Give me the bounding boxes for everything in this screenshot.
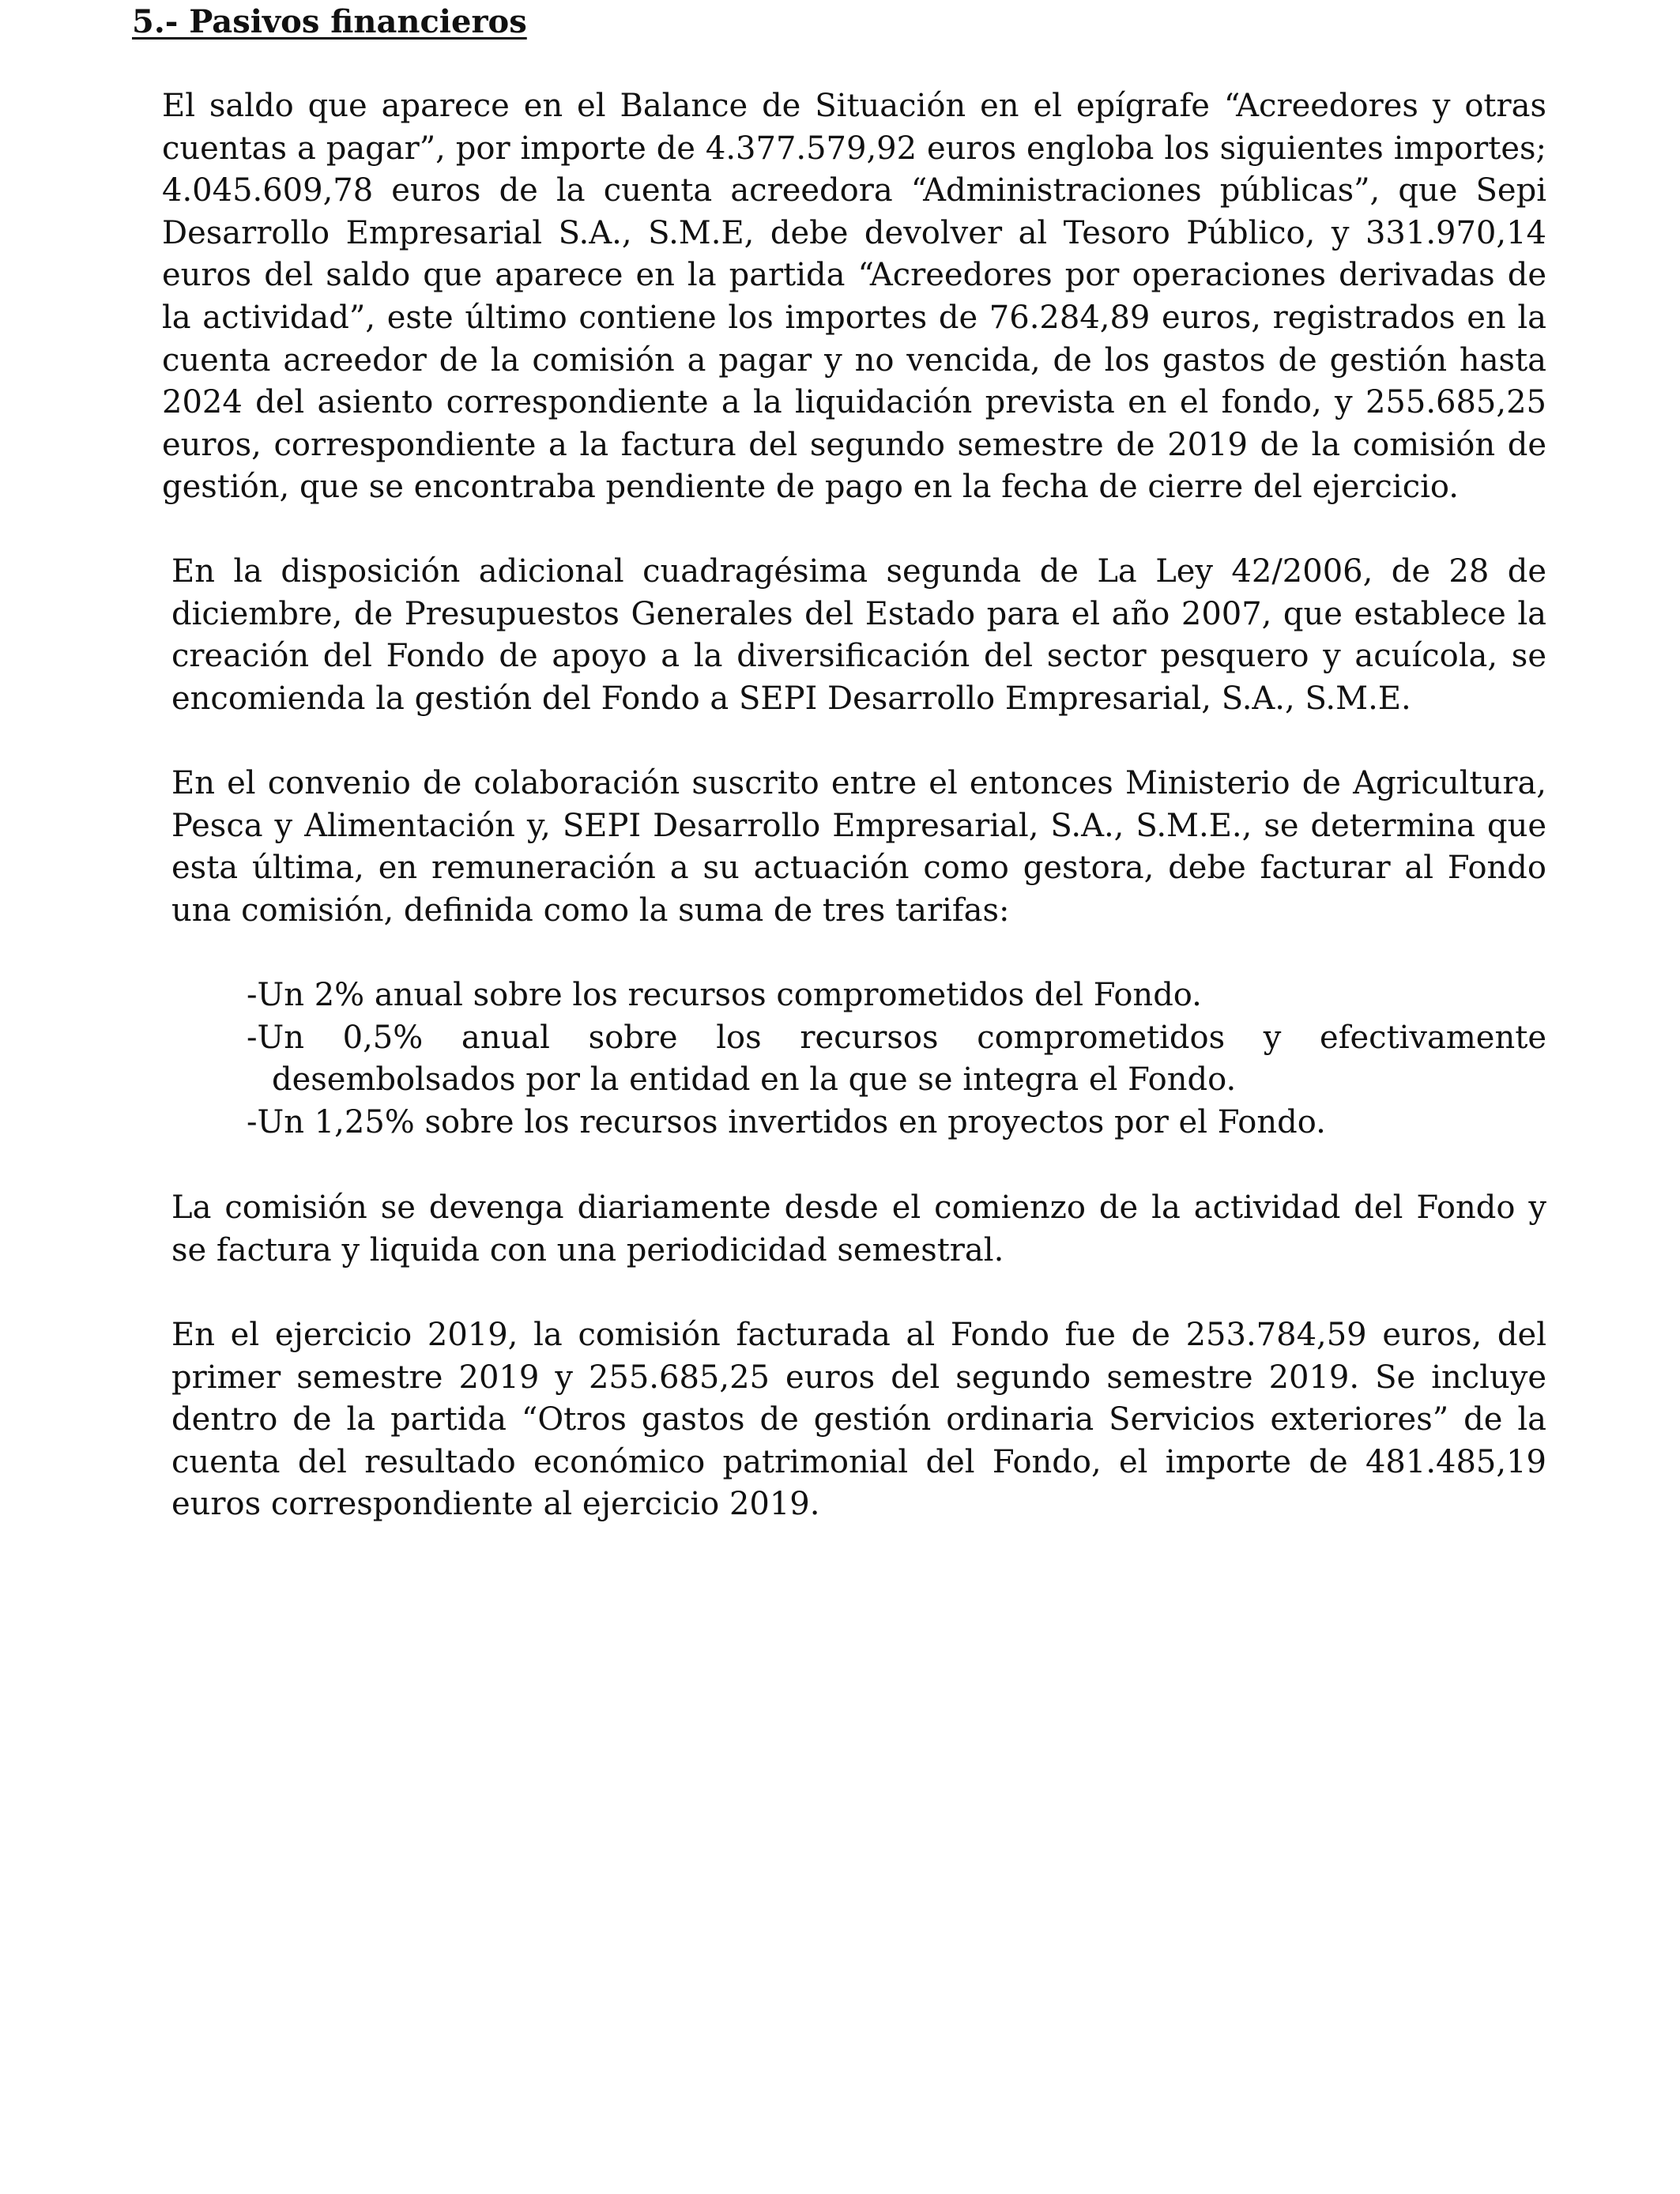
section-heading: 5.- Pasivos financieros xyxy=(132,3,527,40)
list-item: -Un 1,25% sobre los recursos invertidos en proyectos por el Fondo. xyxy=(247,1103,1326,1140)
paragraph-devengo: La comisión se devenga diariamente desde el comienzo de la actividad del Fondo y se factura y liquida con una periodicidad semestral. xyxy=(171,1189,1546,1269)
paragraph-acreedores: El saldo que aparece en el Balance de Situación en el epígrafe “Acreedores y otras cuentas a pagar”, por importe de 4.377.579,92 euros engloba los siguientes importes; 4.045.609,78 euros de la cuenta acreedora “Administraciones públicas”, que Sepi Desarrollo Empresarial S.A., S.M.E, debe devolver al Tesoro Público, y 331.970,14 euros del saldo que aparece en la partida “Acreedores por operaciones derivadas de la actividad”, este último contiene los importes de 76.284,89 euros, registrados en la cuenta acreedor de la comisión a pagar y no vencida, de los gastos de gestión hasta 2024 del asiento correspondiente a la liquidación prevista en el fondo, y 255.685,25 euros, correspondiente a la factura del segundo semestre de 2019 de la comisión de gestión, que se encontraba pendiente de pago en la fecha de cierre del ejercicio. xyxy=(162,88,1546,506)
paragraph-ejercicio-2019: En el ejercicio 2019, la comisión facturada al Fondo fue de 253.784,59 euros, del primer semestre 2019 y 255.685,25 euros del segundo semestre 2019. Se incluye dentro de la partida “Otros gastos de gestión ordinaria Servicios exteriores” de la cuenta del resultado económico patrimonial del Fondo, el importe de 481.485,19 euros correspondiente al ejercicio 2019. xyxy=(171,1317,1546,1523)
tariff-list xyxy=(247,974,1546,1144)
list-item: -Un 0,5% anual sobre los recursos comprometidos y efectivamente desembolsados por la entidad en la que se integra el Fondo. xyxy=(247,1019,1546,1099)
list-item: -Un 2% anual sobre los recursos comprometidos del Fondo. xyxy=(247,977,1202,1013)
paragraph-disposicion-adicional: En la disposición adicional cuadragésima segunda de La Ley 42/2006, de 28 de diciembre, de Presupuestos Generales del Estado para el año 2007, que establece la creación del Fondo de apoyo a la diversificación del sector pesquero y acuícola, se encomienda la gestión del Fondo a SEPI Desarrollo Empresarial, S.A., S.M.E. xyxy=(171,553,1546,717)
paragraph-convenio: En el convenio de colaboración suscrito entre el entonces Ministerio de Agricultura, Pesca y Alimentación y, SEPI Desarrollo Empresarial, S.A., S.M.E., se determina que esta última, en remuneración a su actuación como gestora, debe facturar al Fondo una comisión, definida como la suma de tres tarifas: xyxy=(171,765,1546,929)
